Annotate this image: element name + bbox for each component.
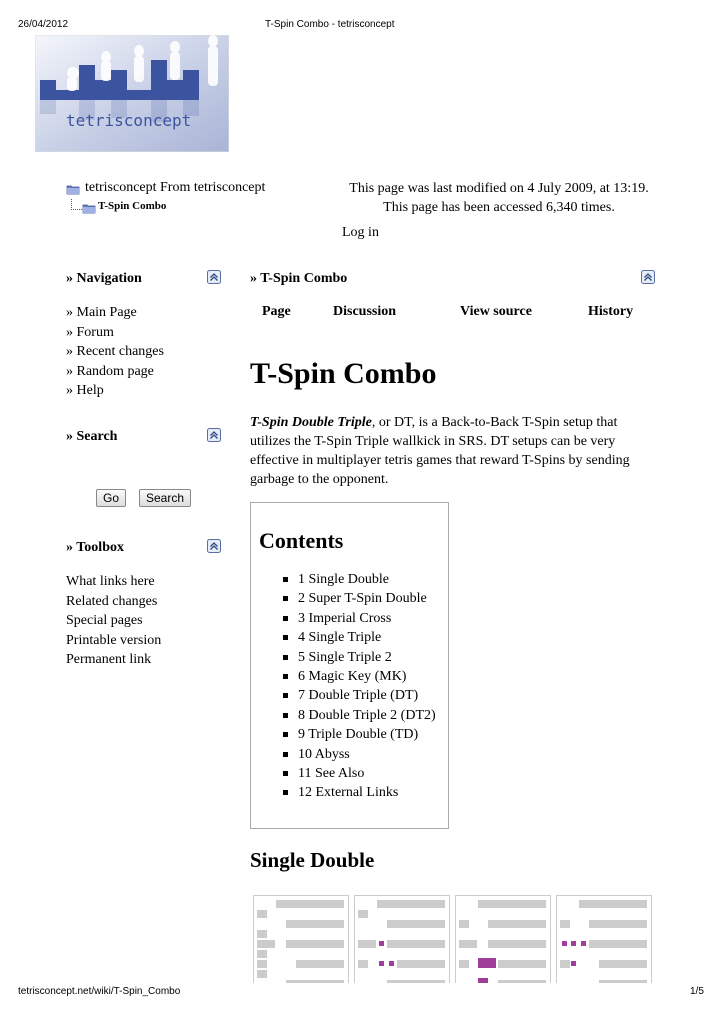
toc-item[interactable]: 9 Triple Double (TD) <box>251 725 448 744</box>
nav-random-page[interactable]: » Random page <box>66 363 154 379</box>
navigation-list <box>66 303 164 401</box>
toc-list <box>251 570 448 803</box>
intro-text-1: , or DT, is a Back-to-Back T-Spin setup that <box>371 415 618 430</box>
toc-item[interactable]: 6 Magic Key (MK) <box>251 667 448 686</box>
last-modified: This page was last modified on 4 July 2009, at 13:19. <box>349 181 649 196</box>
tetris-board <box>253 895 349 983</box>
toc-item[interactable]: 7 Double Triple (DT) <box>251 686 448 705</box>
toc-item[interactable]: 4 Single Triple <box>251 628 448 647</box>
table-of-contents <box>250 502 449 829</box>
intro-term: T-Spin Double Triple <box>250 415 372 430</box>
tetris-board <box>455 895 551 983</box>
folder-icon <box>66 182 80 196</box>
toc-item[interactable]: 2 Super T-Spin Double <box>251 589 448 608</box>
print-title: T-Spin Combo - tetrisconcept <box>265 19 395 30</box>
intro-text-2: utilizes the T-Spin Triple wallkick in SRS. DT setups can be very <box>250 434 616 449</box>
nav-main-page[interactable]: » Main Page <box>66 305 137 320</box>
breadcrumb-root[interactable]: tetrisconcept From tetrisconcept <box>85 180 266 195</box>
tab-history[interactable]: History <box>588 304 634 319</box>
tab-discussion[interactable]: Discussion <box>333 304 397 319</box>
search-heading: » Search <box>66 429 118 444</box>
toc-item[interactable]: 11 See Also <box>251 764 448 783</box>
nav-recent-changes[interactable]: » Recent changes <box>66 344 164 359</box>
breadcrumb-current[interactable]: T-Spin Combo <box>98 200 167 212</box>
content-section-heading: » T-Spin Combo <box>250 271 348 286</box>
intro-text-4: garbage to the opponent. <box>250 472 389 487</box>
page-title: T-Spin Combo <box>250 357 437 390</box>
tab-view-source[interactable]: View source <box>460 304 532 319</box>
logo-text: tetrisconcept <box>66 111 192 130</box>
site-logo[interactable] <box>35 35 229 152</box>
tree-connector <box>71 199 82 210</box>
tetris-board <box>354 895 450 983</box>
intro-text-3: effective in multiplayer tetris games that reward T-Spins by sending <box>250 453 630 468</box>
folder-icon <box>82 201 96 219</box>
toolbox-permanent-link[interactable]: Permanent link <box>66 652 152 667</box>
toolbox-what-links-here[interactable]: What links here <box>66 574 155 589</box>
nav-forum[interactable]: » Forum <box>66 324 114 340</box>
toolbox-heading: » Toolbox <box>66 540 124 555</box>
toc-item[interactable]: 8 Double Triple 2 (DT2) <box>251 706 448 725</box>
search-button[interactable]: Search <box>139 489 191 507</box>
toolbox-list <box>66 572 161 670</box>
tetris-board <box>556 895 652 983</box>
go-button[interactable]: Go <box>96 489 126 507</box>
toc-item[interactable]: 5 Single Triple 2 <box>251 648 448 667</box>
toc-item[interactable]: 3 Imperial Cross <box>251 609 448 628</box>
login-link[interactable]: Log in <box>342 225 379 240</box>
print-url: tetrisconcept.net/wiki/T-Spin_Combo <box>18 986 181 997</box>
intro-paragraph <box>250 413 670 489</box>
collapse-content-icon[interactable] <box>641 270 655 289</box>
page-meta <box>340 179 658 217</box>
collapse-navigation-icon[interactable] <box>207 270 221 289</box>
navigation-heading: » Navigation <box>66 271 142 286</box>
toolbox-special-pages[interactable]: Special pages <box>66 613 143 628</box>
toc-item[interactable]: 1 Single Double <box>251 570 448 589</box>
tetris-diagrams <box>253 895 653 983</box>
print-date: 26/04/2012 <box>18 19 69 30</box>
toolbox-related-changes[interactable]: Related changes <box>66 593 158 609</box>
toc-item[interactable]: 12 External Links <box>251 783 448 802</box>
section-heading-single-double: Single Double <box>250 848 375 872</box>
logo-graphic <box>35 35 229 152</box>
tab-page[interactable]: Page <box>262 304 291 319</box>
collapse-toolbox-icon[interactable] <box>207 539 221 558</box>
toc-title: Contents <box>259 528 344 553</box>
collapse-search-icon[interactable] <box>207 428 221 447</box>
print-page-number: 1/5 <box>690 986 704 997</box>
toc-item[interactable]: 10 Abyss <box>251 745 448 764</box>
nav-help[interactable]: » Help <box>66 383 104 398</box>
toolbox-printable-version[interactable]: Printable version <box>66 632 162 648</box>
access-count: This page has been accessed 6,340 times. <box>383 200 615 215</box>
